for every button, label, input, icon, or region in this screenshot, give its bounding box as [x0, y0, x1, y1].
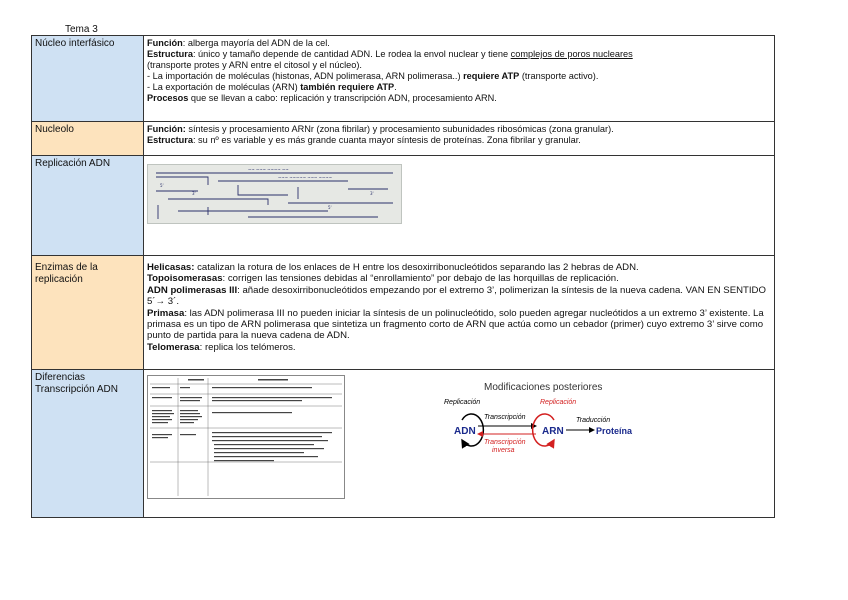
svg-text:~~ ~~~ ~~~~ ~~: ~~ ~~~ ~~~~ ~~ [248, 167, 289, 172]
label-replicacion: Replicación [444, 399, 481, 406]
label-replicacion-red: Replicación [540, 399, 577, 406]
table-row [32, 122, 775, 156]
replication-sketch-image [147, 164, 402, 224]
table-row [32, 370, 775, 518]
svg-text:3': 3' [370, 191, 374, 196]
row-content: Función: síntesis y procesamiento ARNr (zona fibrilar) y procesamiento subunidades ribosómicas (zona granular). Estructura: su nº es variable y es más grande cuanta mayor síntesis de proteínas. Zona fibrilar y granular. [144, 122, 775, 156]
row-label: Núcleo interfásico [32, 36, 144, 122]
diagram-title: Modificaciones posteriores [484, 382, 603, 393]
label-inversa-1: Transcripción [484, 439, 526, 446]
comparison-table-image [147, 375, 345, 499]
notes-table [31, 35, 775, 518]
node-proteina: Proteína [596, 426, 633, 436]
label-transcripcion: Transcripción [484, 414, 526, 421]
node-arn: ARN [542, 426, 564, 437]
svg-text:5': 5' [160, 183, 164, 188]
row-content [144, 370, 775, 518]
label-traduccion: Traducción [576, 417, 611, 424]
row-label: Enzimas de la replicación [32, 256, 144, 370]
node-adn: ADN [454, 426, 476, 437]
svg-text:3': 3' [192, 191, 196, 196]
row-content: Helicasas: catalizan la rotura de los enlaces de H entre los desoxirribonucleótidos separando las 2 hebras de ADN. Topoisomerasas: corrigen las tensiones debidas al “enrollamiento” por debajo de las horquillas de replicación. ADN polimerasas III: añade desoxirribonucleótidos empezando por el extremo 3’, polimerizan la síntesis de la nueva cadena. VAN EN SENTIDO 5´→ 3´. Primasa: las ADN polimerasa III no pueden iniciar la síntesis de un polinucleótido, solo pueden agregar nucleótidos a un extremo 3’ existente. La primasa es un tipo de ARN polimerasa que sintetiza un fragmento corto de ARN que actúa como un cebador (primer) cuyo extremo 3’ sirve como punto de partida para la nueva cadena de ADN. Telomerasa: replica los telómeros. [144, 256, 775, 370]
label-inversa-2: inversa [492, 447, 515, 454]
table-row [32, 156, 775, 256]
row-content [144, 156, 775, 256]
row-label: Diferencias Transcripción ADN [32, 370, 144, 518]
table-row [32, 36, 775, 122]
row-label: Nucleolo [32, 122, 144, 156]
table-row [32, 256, 775, 370]
central-dogma-diagram [444, 376, 644, 476]
svg-text:5': 5' [328, 205, 332, 210]
svg-text:~~~ ~~~~~ ~~~ ~~~~: ~~~ ~~~~~ ~~~ ~~~~ [278, 175, 333, 180]
page-title: Tema 3 [65, 24, 98, 35]
row-label: Replicación ADN [32, 156, 144, 256]
underlined-term: complejos de poros nucleares [510, 49, 633, 59]
row-content: Función: alberga mayoría del ADN de la cel. Estructura: único y tamaño depende de cantidad ADN. Le rodea la envol nuclear y tiene complejos de poros nucleares (transporte protes y ARN entre el citosol y el núcleo). - La importación de moléculas (histonas, ADN polimerasa, ARN polimerasa..) requiere ATP (transporte activo). - La exportación de moléculas (ARN) también requiere ATP. Procesos que se llevan a cabo: replicación y transcripción ADN, procesamiento ARN. [144, 36, 775, 122]
